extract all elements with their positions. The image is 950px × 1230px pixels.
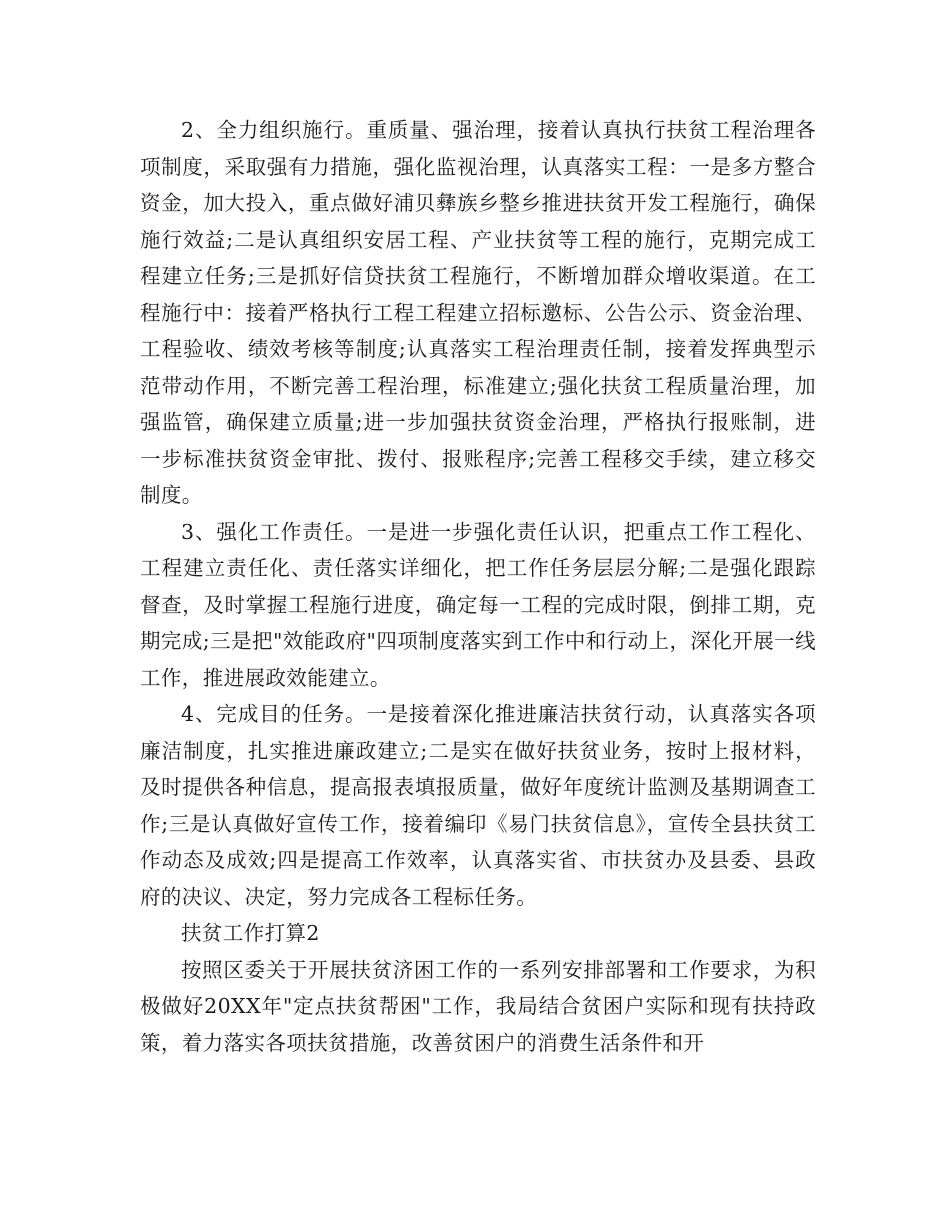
paragraph-intro-plan-2: 按照区委关于开展扶贫济困工作的一系列安排部署和工作要求，为积极做好20XX年"定点扶贫帮困"工作，我局结合贫困户实际和现有扶持政策，着力落实各项扶贫措施，改善贫困户的消费生活条件和开 [140,957,816,1055]
document-body [140,112,816,1061]
paragraph-3-strengthen-responsibility: 3、强化工作责任。一是进一步强化责任认识，把重点工作工程化、工程建立责任化、责任落实详细化，把工作任务层层分解;二是强化跟踪督查，及时掌握工程施行进度，确定每一工程的完成时限，倒排工期，克期完成;三是把"效能政府"四项制度落实到工作中和行动上，深化开展一线工作，推进展政效能建立。 [140,519,816,690]
section-heading: 扶贫工作打算2 [181,921,320,945]
paragraph-2-organize-implementation: 2、全力组织施行。重质量、强治理，接着认真执行扶贫工程治理各项制度，采取强有力措施，强化监视治理，认真落实工程：一是多方整合资金，加大投入，重点做好浦贝彝族乡整乡推进扶贫开发工程施行，确保施行效益;二是认真组织安居工程、产业扶贫等工程的施行，克期完成工程建立任务;三是抓好信贷扶贫工程施行，不断增加群众增收渠道。在工程施行中：接着严格执行工程工程建立招标邀标、公告公示、资金治理、工程验收、绩效考核等制度;认真落实工程治理责任制，接着发挥典型示范带动作用，不断完善工程治理，标准建立;强化扶贫工程质量治理，加强监管，确保建立质量;进一步加强扶贫资金治理，严格执行报账制，进一步标准扶贫资金审批、拨付、报账程序;完善工程移交手续，建立移交制度。 [140,118,816,507]
paragraph-4-complete-tasks: 4、完成目的任务。一是接着深化推进廉洁扶贫行动，认真落实各项廉洁制度，扎实推进廉政建立;二是实在做好扶贫业务，按时上报材料，及时提供各种信息，提高报表填报质量，做好年度统计监测及基期调查工作;三是认真做好宣传工作，接着编印《易门扶贫信息》，宣传全县扶贫工作动态及成效;四是提高工作效率，认真落实省、市扶贫办及县委、县政府的决议、决定，努力完成各工程标任务。 [140,702,816,909]
